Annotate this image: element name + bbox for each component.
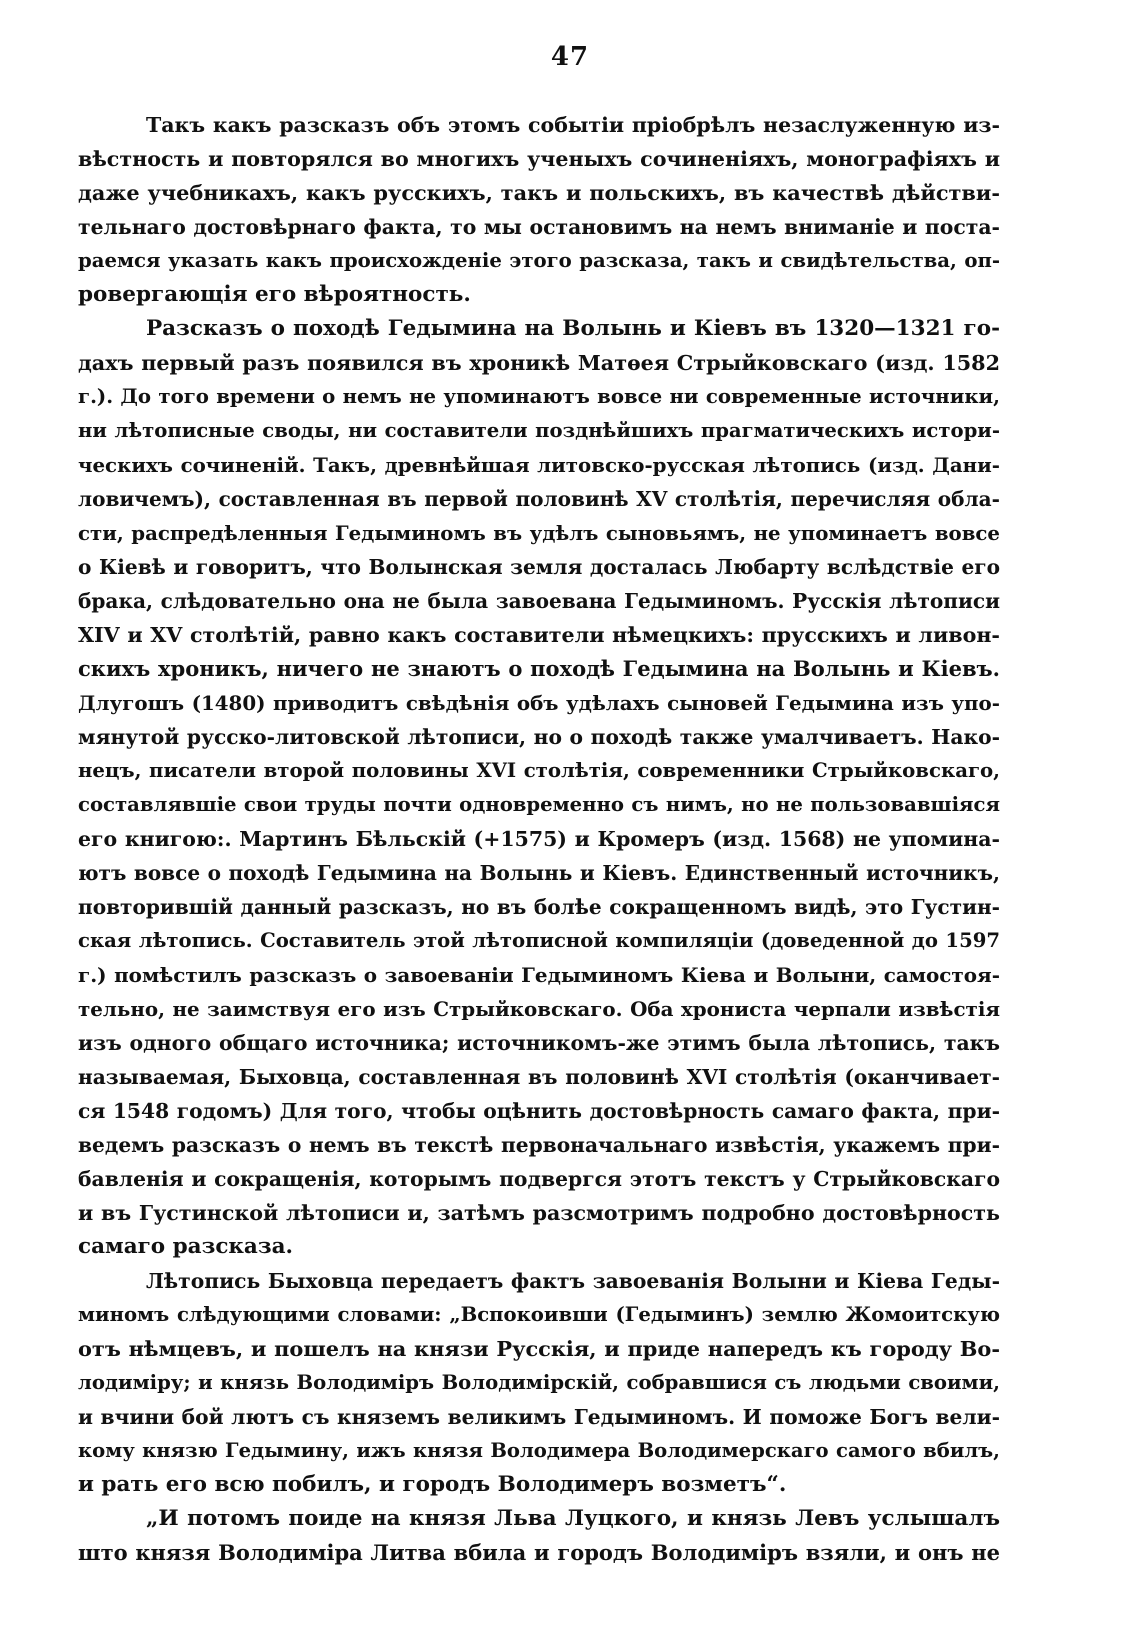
paragraph	[78, 1264, 1000, 1502]
text-line: Такъ какъ разсказъ объ этомъ событіи пріобрѣлъ незаслуженную из-	[146, 113, 1000, 137]
paragraph	[78, 1502, 1000, 1570]
text-line: ся 1548 годомъ) Для того, чтобы оцѣнить достовѣрность самаго факта, при-	[78, 1099, 1000, 1123]
text-line: бавленія и сокращенія, которымъ подвергся этотъ текстъ у Стрыйковскаго	[78, 1167, 1000, 1191]
text-line: „И потомъ поиде на князя Льва Луцкого, и князь Левъ услышалъ	[146, 1506, 1000, 1531]
text-line: ская лѣтопись. Составитель этой лѣтописной компиляціи (доведенной до 1597	[78, 929, 1000, 952]
text-line: миномъ слѣдующими словами: „Вспокоивши (Гедыминъ) землю Жомоитскую	[78, 1303, 1000, 1326]
text-line: раемся указать какъ происхожденіе этого разсказа, такъ и свидѣтельства, оп-	[78, 249, 1000, 272]
text-line: составлявшіе свои труды почти одновременно съ нимъ, но не пользовавшіяся	[78, 793, 1000, 816]
text-line: кому князю Гедымину, ижъ князя Володимера Володимерскаго самого вбилъ,	[78, 1439, 1000, 1462]
text-line: ведемъ разсказъ о немъ въ текстѣ первоначальнаго извѣстія, укажемъ при-	[78, 1133, 1000, 1157]
text-line: нецъ, писатели второй половины XVI столѣтія, современники Стрыйковскаго,	[78, 759, 1000, 782]
text-line: г.). До того времени о немъ не упоминаютъ вовсе ни современные источники,	[78, 385, 1000, 408]
text-line: мянутой русско-литовской лѣтописи, но о походѣ также умалчиваетъ. Нако-	[78, 725, 1000, 749]
text-line: тельнаго достовѣрнаго факта, то мы остановимъ на немъ вниманіе и поста-	[78, 215, 1000, 239]
text-line: што князя Володиміра Литва вбила и городъ Володиміръ взяли, и онъ не	[78, 1540, 1000, 1565]
text-line: г.) помѣстилъ разсказъ о завоеваніи Гедыминомъ Кіева и Волыни, самостоя-	[78, 963, 1000, 987]
text-line: и вчини бой лютъ съ княземъ великимъ Гедыминомъ. И поможе Богъ вели-	[78, 1405, 1000, 1429]
body-text	[78, 108, 1000, 1570]
text-line: ни лѣтописные своды, ни составители позднѣйшихъ прагматическихъ истори-	[78, 419, 1000, 442]
text-line: XIV и XV столѣтій, равно какъ составители нѣмецкихъ: прусскихъ и ливон-	[78, 623, 1000, 647]
text-line: тельно, не заимствуя его изъ Стрыйковскаго. Оба хрониста черпали извѣстія	[78, 997, 1000, 1021]
text-line: ютъ вовсе о походѣ Гедымина на Волынь и Кіевъ. Единственный источникъ,	[78, 861, 1000, 885]
text-line: отъ нѣмцевъ, и пошелъ на князи Русскія, и приде напередъ къ городу Во-	[78, 1336, 1000, 1361]
text-line: ровергающія его вѣроятность.	[78, 282, 471, 307]
text-line: Разсказъ о походѣ Гедымина на Волынь и Кіевъ въ 1320—1321 го-	[146, 316, 1000, 341]
paragraph	[78, 312, 1000, 1264]
text-line: лодиміру; и князь Володиміръ Володимірскій, собравшися съ людьми своими,	[78, 1371, 1000, 1394]
text-line: повторившій данный разсказъ, но въ болѣе сокращенномъ видѣ, это Густин-	[78, 895, 1000, 919]
text-line: о Кіевѣ и говоритъ, что Волынская земля досталась Любарту вслѣдствіе его	[78, 555, 1000, 579]
text-line: самаго разсказа.	[78, 1234, 293, 1259]
page-number: 47	[550, 42, 590, 72]
text-line: Лѣтопись Быховца передаетъ фактъ завоеванія Волыни и Кіева Геды-	[146, 1269, 1000, 1293]
text-line: сти, распредѣленныя Гедыминомъ въ удѣлъ сыновьямъ, не упоминаетъ вовсе	[78, 521, 1000, 545]
text-line: его книгою:. Мартинъ Бѣльскій (+1575) и Кромеръ (изд. 1568) не упомина-	[78, 827, 1000, 851]
text-line: ловичемъ), составленная въ первой половинѣ XV столѣтія, перечисляя обла-	[78, 487, 1000, 511]
text-line: и рать его всю побилъ, и городъ Володимеръ возметъ“.	[78, 1472, 787, 1497]
text-line: вѣстность и повторялся во многихъ ученыхъ сочиненіяхъ, монографіяхъ и	[78, 147, 1000, 171]
text-line: брака, слѣдовательно она не была завоевана Гедыминомъ. Русскія лѣтописи	[78, 589, 1000, 613]
text-line: скихъ хроникъ, ничего не знаютъ о походѣ Гедымина на Волынь и Кіевъ.	[78, 656, 1000, 681]
text-line: Длугошъ (1480) приводитъ свѣдѣнія объ удѣлахъ сыновей Гедымина изъ упо-	[78, 691, 1000, 715]
text-line: ческихъ сочиненій. Такъ, древнѣйшая литовско-русская лѣтопись (изд. Дани-	[78, 453, 1000, 477]
text-line: называемая, Быховца, составленная въ половинѣ XVI столѣтія (оканчивает-	[78, 1065, 1000, 1089]
text-line: дахъ первый разъ появился въ хроникѣ Матѳея Стрыйковскаго (изд. 1582	[78, 351, 1000, 375]
text-line: изъ одного общаго источника; источникомъ-же этимъ была лѣтопись, такъ	[78, 1031, 1000, 1055]
text-line: и въ Густинской лѣтописи и, затѣмъ разсмотримъ подробно достовѣрность	[78, 1201, 1000, 1225]
text-line: даже учебникахъ, какъ русскихъ, такъ и польскихъ, въ качествѣ дѣйстви-	[78, 180, 1000, 205]
paragraph	[78, 108, 1000, 312]
